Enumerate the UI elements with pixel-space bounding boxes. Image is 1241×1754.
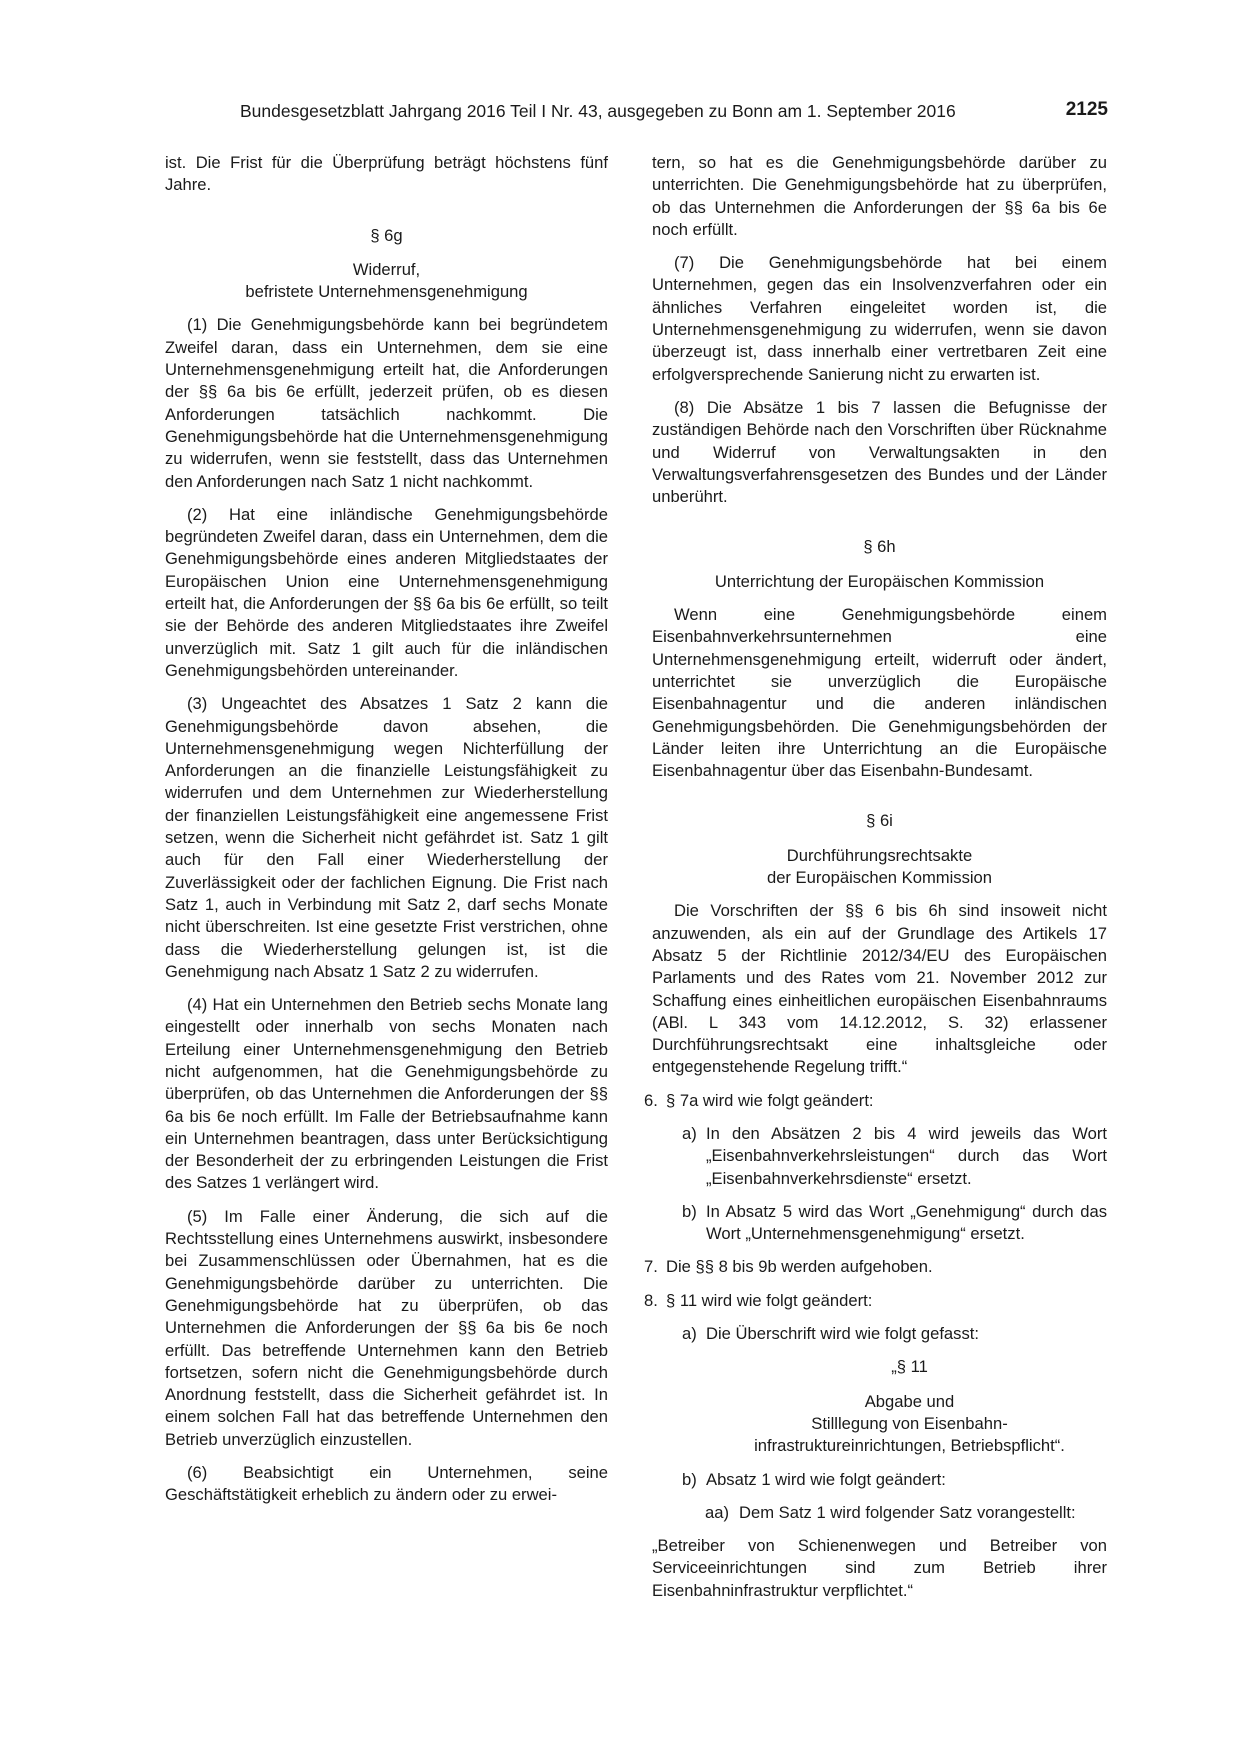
list-letter: a) bbox=[682, 1123, 697, 1143]
list-item-6a bbox=[682, 1123, 1107, 1190]
section-heading-6h: Unterrichtung der Europäischen Kommission bbox=[714, 571, 1045, 591]
list-text: Dem Satz 1 wird folgender Satz vorangestellt: bbox=[739, 1502, 1076, 1522]
right-column bbox=[644, 152, 1107, 1613]
list-text: Die §§ 8 bis 9b werden aufgehoben. bbox=[666, 1257, 933, 1277]
list-item-7 bbox=[644, 1256, 1107, 1278]
header-title: Bundesgesetzblatt Jahrgang 2016 Teil I Nr. 43, ausgegeben zu Bonn am 1. September 2016 bbox=[240, 101, 956, 121]
list-text: § 7a wird wie folgt geändert: bbox=[666, 1090, 874, 1110]
paragraph-6g-7: (7) Die Genehmigungsbehörde hat bei einem Unternehmen, gegen das ein Insolvenzverfahren oder ein ähnliches Verfahren eingeleitet worden ist, die Unternehmensgenehmigung zu widerrufen, wenn sie davon überzeugt ist, dass innerhalb einer vertretbaren Zeit eine erfolgversprechende Sanierung nicht zu erwarten ist. bbox=[652, 253, 1107, 384]
left-column bbox=[165, 152, 608, 1518]
paragraph-6g-8: (8) Die Absätze 1 bis 7 lassen die Befugnisse der zuständigen Behörde nach den Vorschriften über Rücknahme und Widerruf von Verwaltungsakten in den Verwaltungsverfahrensgesetzen des Bundes und der Länder unberührt. bbox=[652, 397, 1107, 507]
list-letter: a) bbox=[682, 1324, 697, 1344]
list-text: Absatz 1 wird wie folgt geändert: bbox=[706, 1469, 946, 1489]
list-text: In den Absätzen 2 bis 4 wird jeweils das Wort „Eisenbahnverkehrsleistungen“ durch das Wort „Eisenbahnverkehrsdienste“ ersetzt. bbox=[706, 1123, 1107, 1188]
list-number: 8. bbox=[644, 1290, 658, 1310]
list-number: 7. bbox=[644, 1257, 658, 1277]
list-item-6 bbox=[644, 1090, 1107, 1112]
list-item-8b bbox=[682, 1469, 1107, 1491]
page-header bbox=[240, 99, 1108, 125]
paragraph-6g-3: (3) Ungeachtet des Absatzes 1 Satz 2 kann die Genehmigungsbehörde davon absehen, die Unternehmensgenehmigung wegen Nichterfüllung der Anforderungen an die finanzielle Leistungsfähigkeit zu widerrufen und dem Unternehmen zur Wiederherstellung der finanziellen Leistungsfähigkeit eine angemessene Frist setzen, wenn die Sicherheit nicht gefährdet ist. Satz 1 gilt auch für den Fall einer Wiederherstellung der Zuverlässigkeit oder der fachlichen Eignung. Die Frist nach Satz 1, auch in Verbindung mit Satz 2, darf sechs Monate nicht überschreiten. Ist eine gesetzte Frist verstrichen, ohne dass die Wiederherstellung gelungen ist, ist die Genehmigung nach Absatz 1 Satz 2 zu widerrufen. bbox=[165, 694, 608, 981]
list-letter: b) bbox=[682, 1201, 697, 1221]
list-item-6b bbox=[682, 1201, 1107, 1246]
paragraph-6g-4: (4) Hat ein Unternehmen den Betrieb sechs Monate lang eingestellt oder innerhalb von sechs Monaten nach Erteilung einer Unternehmensgenehmigung den Betrieb nicht aufgenommen, hat die Genehmigungsbehörde zu überprüfen, ob das Unternehmen die Anforderungen der §§ 6a bis 6e noch erfüllt. Im Falle der Betriebsaufnahme kann ein Unternehmen beantragen, dass unter Berücksichtigung der Besonderheit der zu erbringenden Leistungen die Frist des Satzes 1 verlängert wird. bbox=[165, 995, 608, 1193]
quoted-sentence: „Betreiber von Schienenwegen und Betreiber von Serviceeinrichtungen sind zum Betrieb ihrer Eisenbahninfrastruktur verpflichtet.“ bbox=[652, 1536, 1107, 1600]
paragraph-6h: Wenn eine Genehmigungsbehörde einem Eisenbahnverkehrsunternehmen eine Unternehmensgenehmigung erteilt, widerruft oder ändert, unterrichtet sie unverzüglich die Europäische Eisenbahnagentur und die anderen inländischen Genehmigungsbehörden. Die Genehmigungsbehörden der Länder leiten ihre Unterrichtung an die Europäische Eisenbahnagentur über das Eisenbahn-Bundesamt. bbox=[652, 605, 1107, 781]
quoted-section-heading: Abgabe und Stilllegung von Eisenbahn- infrastruktureinrichtungen, Betriebspflicht“. bbox=[754, 1391, 1065, 1456]
section-heading-6i: Durchführungsrechtsakte der Europäischen Kommission bbox=[766, 845, 993, 888]
quoted-section-number: „§ 11 bbox=[891, 1357, 928, 1377]
page-number: 2125 bbox=[1065, 99, 1108, 120]
paragraph-6i: Die Vorschriften der §§ 6 bis 6h sind insoweit nicht anzuwenden, als ein auf der Grundlage des Artikels 17 Absatz 5 der Richtlinie 2012/34/EU des Europäischen Parlaments und des Rates vom 21. November 2012 zur Schaffung eines einheitlichen europäischen Eisenbahnraums (ABl. L 343 vom 14.12.2012, S. 32) erlassener Durchführungsrechtsakt eine inhaltsgleiche oder entgegenstehende Regelung trifft.“ bbox=[652, 901, 1107, 1077]
section-heading-6g: Widerruf, befristete Unternehmensgenehmigung bbox=[245, 259, 528, 302]
paragraph-6g-6-start: (6) Beabsichtigt ein Unternehmen, seine Geschäftstätigkeit erheblich zu ändern oder zu erwei- bbox=[165, 1463, 608, 1505]
section-number-6g: § 6g bbox=[370, 225, 403, 245]
list-letter: b) bbox=[682, 1469, 697, 1489]
list-number: 6. bbox=[644, 1090, 658, 1110]
paragraph-6g-6-end: tern, so hat es die Genehmigungsbehörde darüber zu unterrichten. Die Genehmigungsbehörde hat zu überprüfen, ob das Unternehmen die Anforderungen der §§ 6a bis 6e noch erfüllt. bbox=[652, 153, 1107, 239]
section-number-6h: § 6h bbox=[863, 537, 896, 557]
list-letter: aa) bbox=[705, 1502, 729, 1522]
list-text: Die Überschrift wird wie folgt gefasst: bbox=[706, 1324, 979, 1344]
list-text: In Absatz 5 wird das Wort „Genehmigung“ durch das Wort „Unternehmensgenehmigung“ ersetzt. bbox=[706, 1201, 1107, 1244]
list-item-8b-aa bbox=[705, 1502, 1107, 1524]
section-number-6i: § 6i bbox=[866, 811, 893, 831]
paragraph-6g-5: (5) Im Falle einer Änderung, die sich auf die Rechtsstellung eines Unternehmens auswirkt, insbesondere bei Zusammenschlüssen oder Übernahmen, hat es die Genehmigungsbehörde darüber zu unterrichten. Die Genehmigungsbehörde hat zu überprüfen, ob das Unternehmen die Anforderungen der §§ 6a bis 6e noch erfüllt. Das betreffende Unternehmen kann den Betrieb fortsetzen, sofern nicht die Genehmigungsbehörde durch Anordnung feststellt, dass die Sicherheit gefährdet ist. In einem solchen Fall hat das betreffende Unternehmen den Betrieb unverzüglich einzustellen. bbox=[165, 1206, 608, 1449]
list-item-8a bbox=[682, 1323, 1107, 1345]
list-text: § 11 wird wie folgt geändert: bbox=[666, 1290, 873, 1310]
list-item-8 bbox=[644, 1290, 1107, 1312]
paragraph-6g-1: (1) Die Genehmigungsbehörde kann bei begründetem Zweifel daran, dass ein Unternehmen, dem sie eine Unternehmensgenehmigung erteilt hat, die Anforderungen der §§ 6a bis 6e erfüllt, jederzeit prüfen, ob es diesen Anforderungen tatsächlich nachkommt. Die Genehmigungsbehörde hat die Unternehmensgenehmigung zu widerrufen, wenn sie feststellt, dass das Unternehmen den Anforderungen nach Satz 1 nicht nachkommt. bbox=[165, 315, 608, 491]
paragraph-continuation: ist. Die Frist für die Überprüfung beträgt höchstens fünf Jahre. bbox=[165, 153, 608, 195]
paragraph-6g-2: (2) Hat eine inländische Genehmigungsbehörde begründeten Zweifel daran, dass ein Unternehmen, dem die Genehmigungsbehörde eines anderen Mitgliedstaates der Europäischen Union eine Unternehmensgenehmigung erteilt hat, die Anforderungen der §§ 6a bis 6e erfüllt, so teilt sie der Behörde des anderen Mitgliedstaates ihre Zweifel unverzüglich mit. Satz 1 gilt auch für die inländischen Genehmigungsbehörden untereinander. bbox=[165, 504, 608, 680]
